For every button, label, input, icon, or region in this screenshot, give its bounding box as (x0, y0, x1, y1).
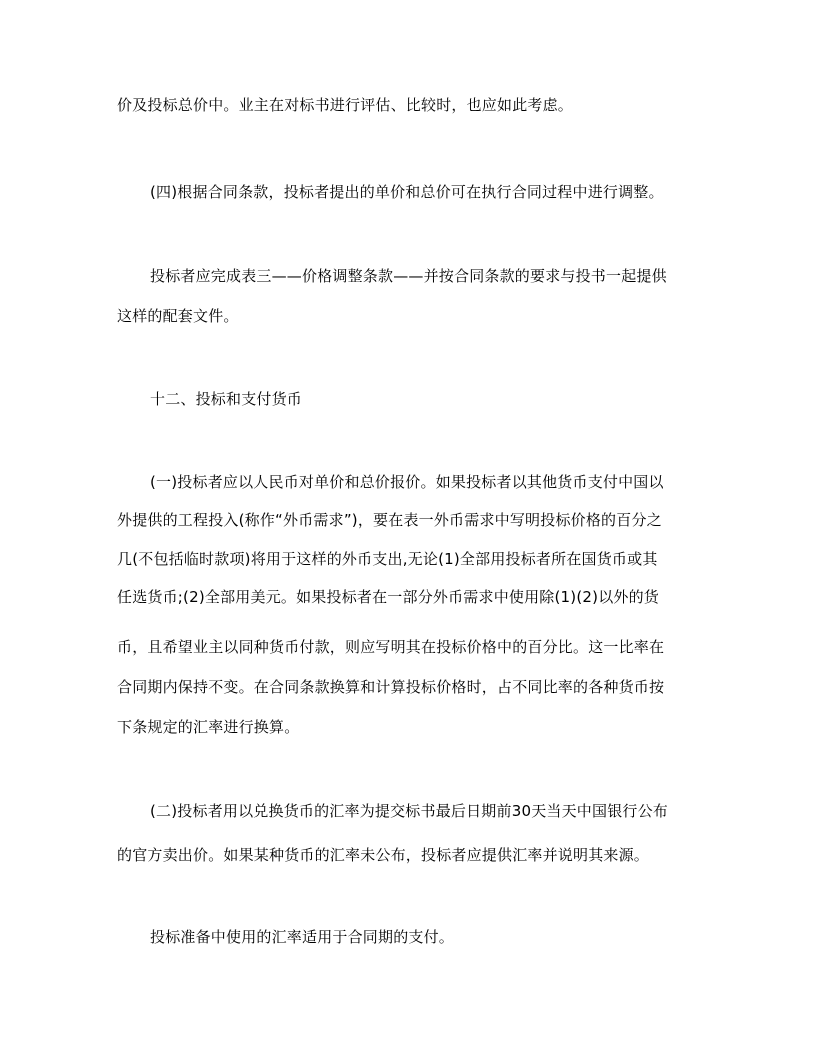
paragraph-line: 外提供的工程投入(称作“外币需求”)，要在表一外币需求中写明投标价格的百分之 (117, 511, 662, 529)
section-heading: 十二、投标和支付货币 (150, 390, 303, 408)
paragraph-line: 几(不包括临时款项)将用于这样的外币支出,无论(1)全部用投标者所在国货币或其 (117, 550, 658, 568)
paragraph-line: 任选货币;(2)全部用美元。如果投标者在一部分外币需求中使用除(1)(2)以外的货 (117, 588, 659, 606)
paragraph-line: (四)根据合同条款，投标者提出的单价和总价可在执行合同过程中进行调整。 (150, 183, 664, 201)
paragraph-line: 合同期内保持不变。在合同条款换算和计算投标价格时，占不同比率的各种货币按 (117, 678, 665, 696)
paragraph-line: (一)投标者应以人民币对单价和总价报价。如果投标者以其他货币支付中国以 (150, 473, 664, 491)
paragraph-line: 这样的配套文件。 (117, 307, 239, 325)
paragraph-line: 下条规定的汇率进行换算。 (117, 718, 300, 736)
paragraph-line: 投标准备中使用的汇率适用于合同期的支付。 (150, 928, 455, 946)
paragraph-line: 的官方卖出价。如果某种货币的汇率未公布，投标者应提供汇率并说明其来源。 (117, 846, 650, 864)
paragraph-line: 币，且希望业主以同种货币付款，则应写明其在投标价格中的百分比。这一比率在 (117, 638, 665, 656)
paragraph-line: (二)投标者用以兑换货币的汇率为提交标书最后日期前30天当天中国银行公布 (150, 802, 668, 820)
paragraph-line: 价及投标总价中。业主在对标书进行评估、比较时，也应如此考虑。 (117, 96, 574, 114)
paragraph-line: 投标者应完成表三——价格调整条款——并按合同条款的要求与投书一起提供 (150, 267, 667, 285)
